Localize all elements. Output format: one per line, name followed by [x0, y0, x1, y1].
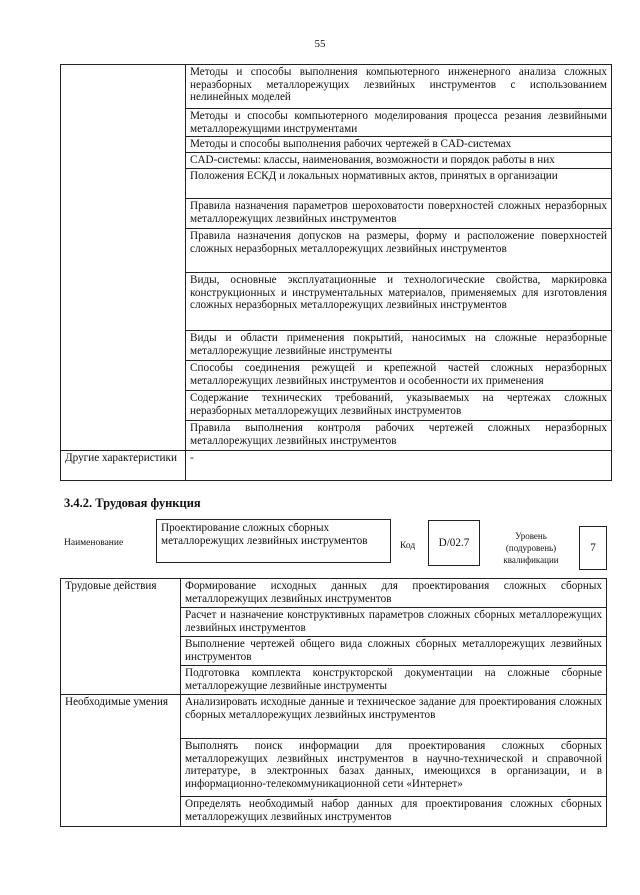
table-row: Подготовка комплекта конструкторской документации на сложные сборные металлорежущие лезвийные инструменты: [181, 666, 607, 695]
table-cell-empty: [61, 65, 186, 451]
table-row: Выполнение чертежей общего вида сложных сборных металлорежущих лезвийных инструментов: [181, 637, 607, 666]
table-row: Правила назначения параметров шероховатости поверхностей сложных неразборных металлорежущих лезвийных инструментов: [186, 199, 612, 229]
table-row: Выполнять поиск информации для проектирования сложных сборных металлорежущих лезвийных инструментов в научно-технической и справочной литературе, в электронных базах данных, имеющихся в организации, и в информационно-телекоммуникационной сети «Интернет»: [181, 739, 607, 797]
table-row: Виды и области применения покрытий, наносимых на сложные неразборные металлорежущие лезвийные инструменты: [186, 331, 612, 361]
labor-function-table: [60, 578, 607, 827]
other-characteristics-value: -: [186, 451, 612, 481]
table-row: Формирование исходных данных для проектирования сложных сборных металлорежущих лезвийных инструментов: [181, 579, 607, 608]
other-characteristics-label: Другие характеристики: [61, 451, 186, 481]
table-row: Расчет и назначение конструктивных параметров сложных сборных металлорежущих лезвийных инструментов: [181, 608, 607, 637]
section-heading: 3.4.2. Трудовая функция: [64, 496, 201, 510]
table-row: Правила выполнения контроля рабочих чертежей сложных неразборных металлорежущих лезвийных инструментов: [186, 421, 612, 451]
table-row: Виды, основные эксплуатационные и технологические свойства, маркировка конструкционных и инструментальных материалов, применяемых для изготовления сложных неразборных металлорежущих лезвийных инструментов: [186, 273, 612, 331]
table-row: Положения ЕСКД и локальных нормативных актов, принятых в организации: [186, 169, 612, 199]
table-row: Определять необходимый набор данных для проектирования сложных сборных металлорежущих лезвийных инструментов: [181, 797, 607, 827]
function-name-box: Проектирование сложных сборных металлорежущих лезвийных инструментов: [156, 519, 391, 563]
knowledge-table: [60, 64, 612, 481]
skills-label: Необходимые умения: [61, 695, 181, 827]
table-row: Методы и способы выполнения рабочих чертежей в CAD-системах: [186, 137, 612, 153]
table-row: Правила назначения допусков на размеры, форму и расположение поверхностей сложных неразборных металлорежущих лезвийных инструментов: [186, 229, 612, 273]
name-label: Наименование: [64, 538, 124, 548]
table-row: CAD-системы: классы, наименования, возможности и порядок работы в них: [186, 153, 612, 169]
page-number: 55: [314, 38, 326, 50]
table-row: Содержание технических требований, указываемых на чертежах сложных неразборных металлорежущих лезвийных инструментов: [186, 391, 612, 421]
code-box: D/02.7: [428, 520, 480, 566]
table-row: Методы и способы выполнения компьютерного инженерного анализа сложных неразборных металлорежущих лезвийных инструментов с использованием нелинейных моделей: [186, 65, 612, 109]
table-row: Способы соединения режущей и крепежной частей сложных неразборных металлорежущих лезвийных инструментов и особенности их применения: [186, 361, 612, 391]
level-box: 7: [579, 526, 607, 570]
table-row: Анализировать исходные данные и техническое задание для проектирования сложных сборных металлорежущих лезвийных инструментов: [181, 695, 607, 739]
table-row: Методы и способы компьютерного моделирования процесса резания лезвийными металлорежущими инструментами: [186, 109, 612, 137]
level-label: Уровень (подуровень) квалификации: [503, 531, 559, 565]
code-label: Код: [400, 541, 416, 551]
labor-actions-label: Трудовые действия: [61, 579, 181, 695]
